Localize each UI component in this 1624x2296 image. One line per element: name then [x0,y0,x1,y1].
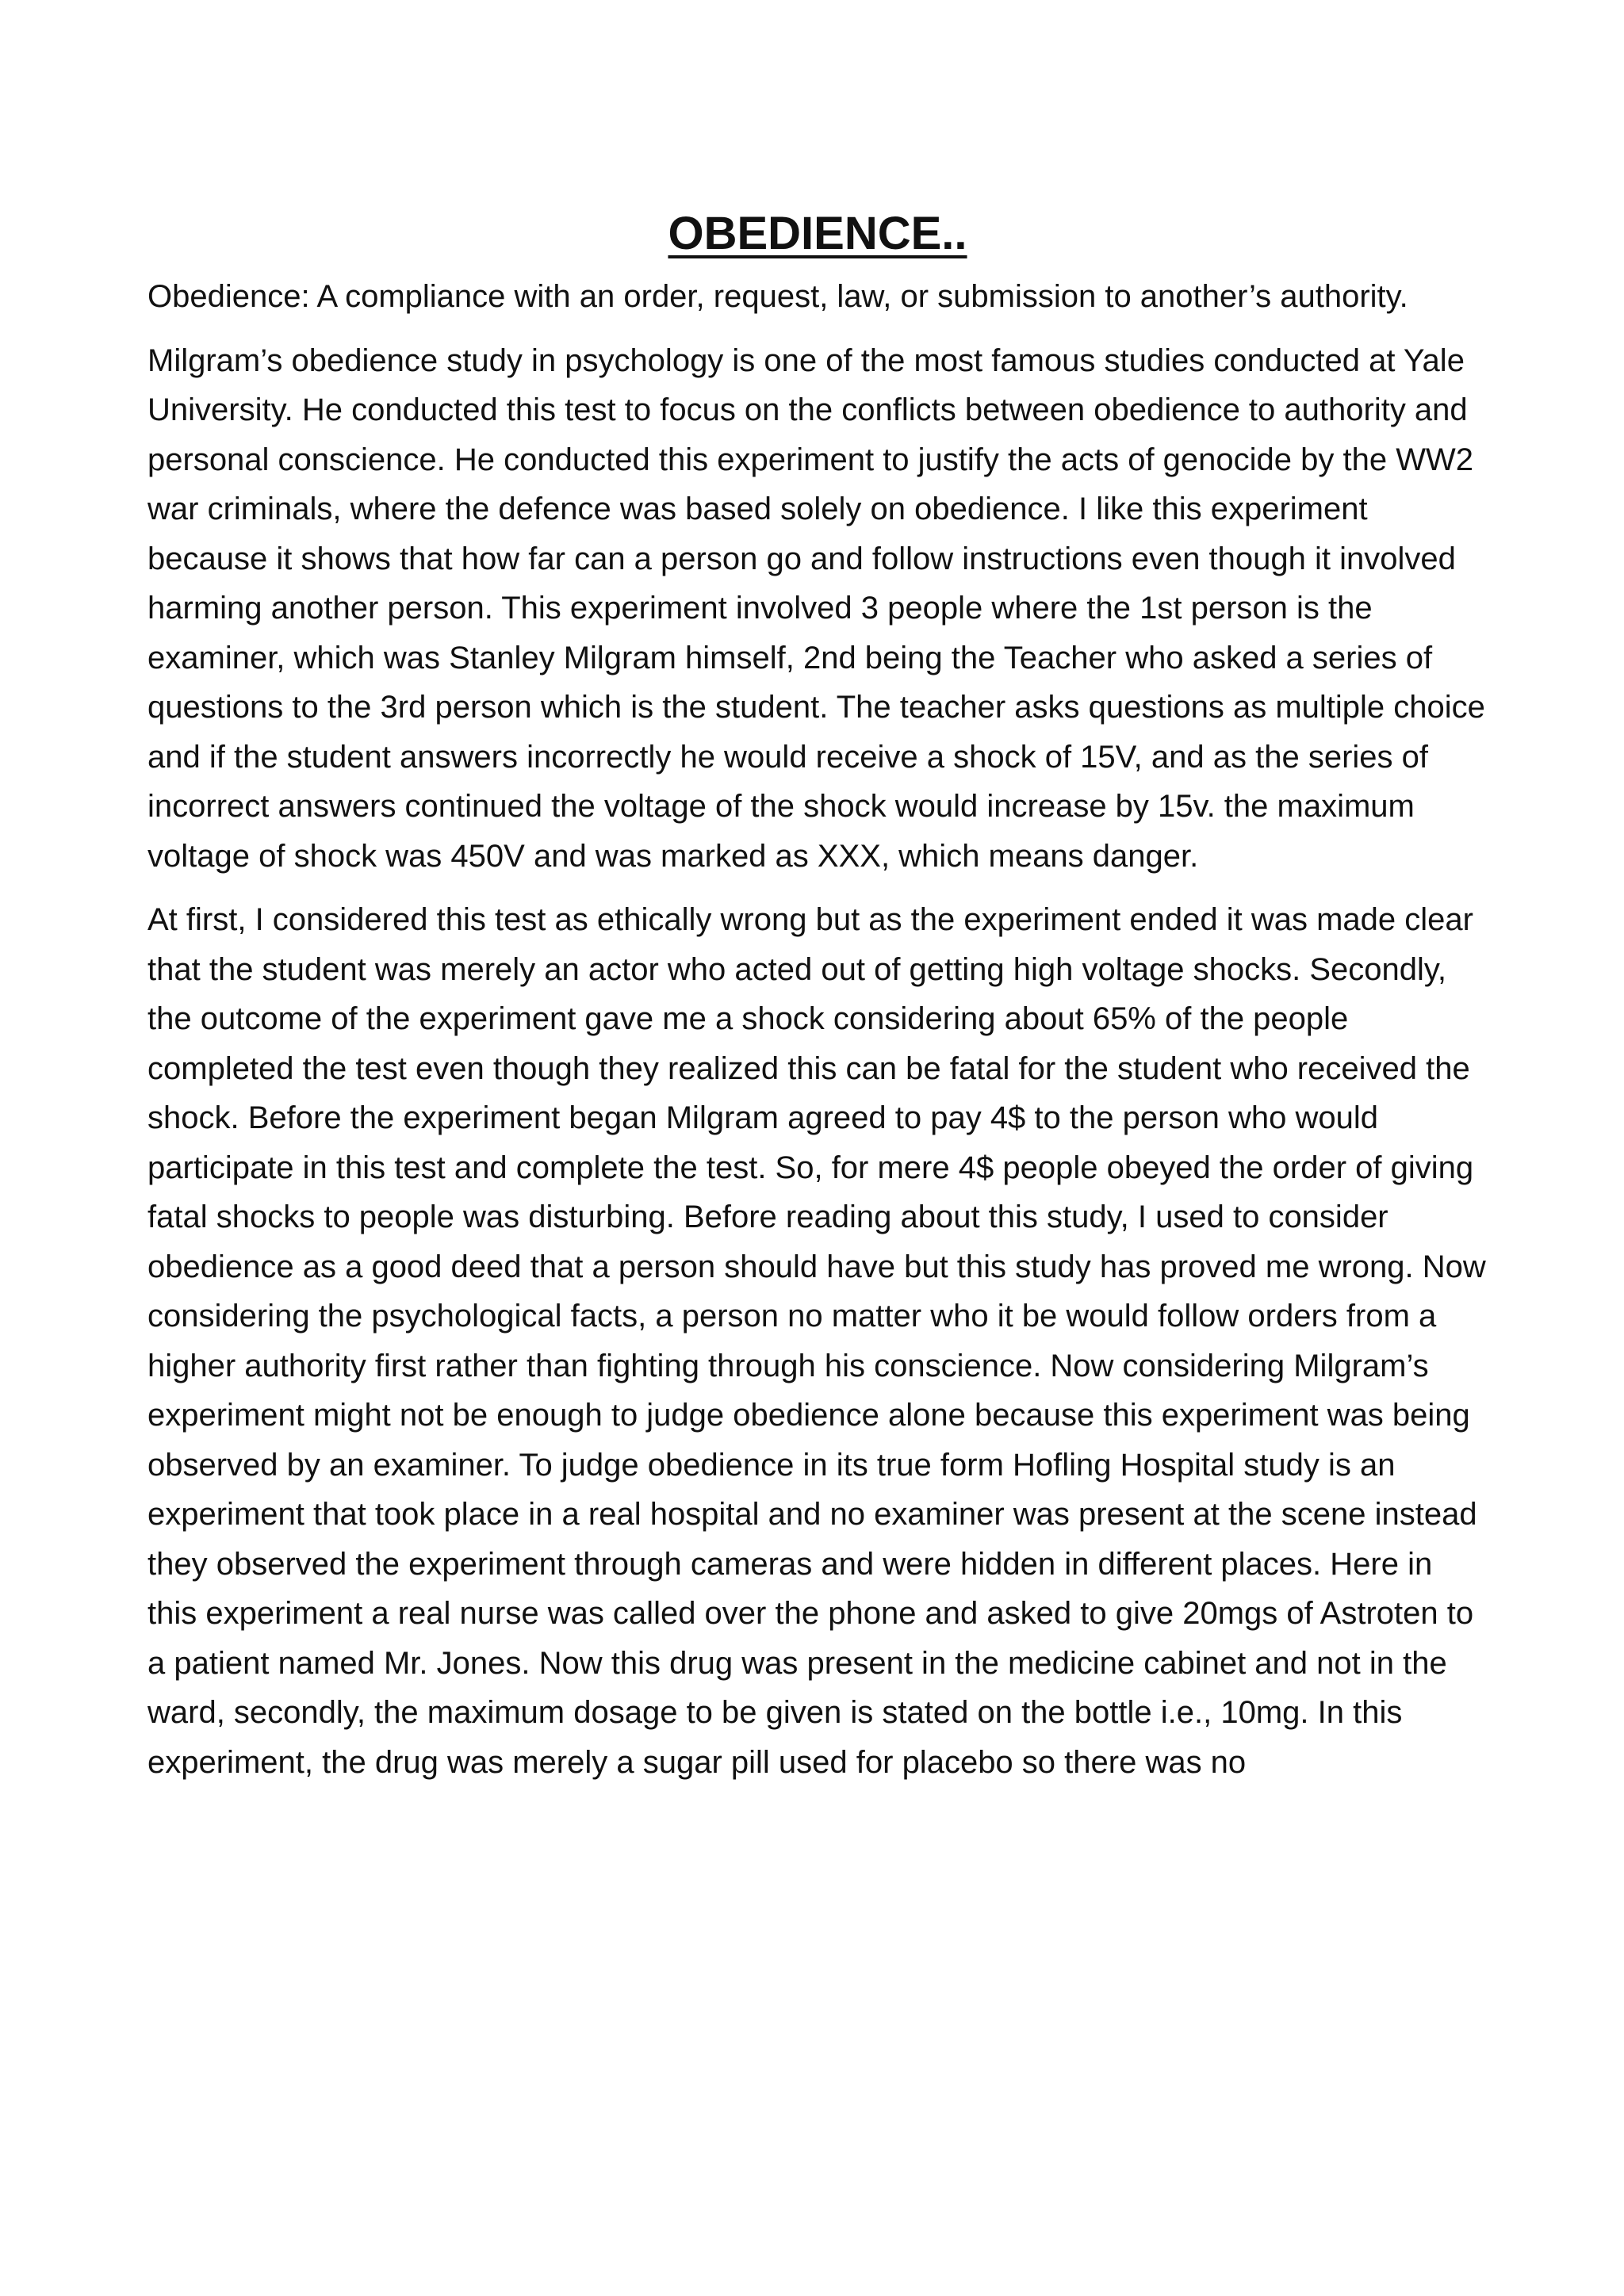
paragraph-definition: Obedience: A compliance with an order, request, law, or submission to another’s authority. [147,279,1408,314]
paragraph-milgram-study: Milgram’s obedience study in psychology is one of the most famous studies conducted at Yale University. He conducted this test to focus on the conflicts between obedience to authority and personal conscience. He conducted this experiment to justify the acts of genocide by the WW2 war criminals, where the defence was based solely on obedience. I like this experiment because it shows that how far can a person go and follow instructions even though it involved harming another person. This experiment involved 3 people where the 1st person is the examiner, which was Stanley Milgram himself, 2nd being the Teacher who asked a series of questions to the 3rd person which is the student. The teacher asks questions as multiple choice and if the student answers incorrectly he would receive a shock of 15V, and as the series of incorrect answers continued the voltage of the shock would increase by 15v. the maximum voltage of shock was 450V and was marked as XXX, which means danger. [147,342,1485,874]
document-body [147,202,1488,1801]
document-title: OBEDIENCE.. [668,208,967,259]
paragraph-reflection: At first, I considered this test as ethically wrong but as the experiment ended it was made clear that the student was merely an actor who acted out of getting high voltage shocks. Secondly, the outcome of the experiment gave me a shock considering about 65% of the people completed the test even though they realized this can be fatal for the student who received the shock. Before the experiment began Milgram agreed to pay 4$ to the person who would participate in this test and complete the test. So, for mere 4$ people obeyed the order of giving fatal shocks to people was disturbing. Before reading about this study, I used to consider obedience as a good deed that a person should have but this study has proved me wrong. Now considering the psychological facts, a person no matter who it be would follow orders from a higher authority first rather than fighting through his conscience. Now considering Milgram’s experiment might not be enough to judge obedience alone because this experiment was being observed by an examiner. To judge obedience in its true form Hofling Hospital study is an experiment that took place in a real hospital and no examiner was present at the scene instead they observed the experiment through cameras and were hidden in different places. Here in this experiment a real nurse was called over the phone and asked to give 20mgs of Astroten to a patient named Mr. Jones. Now this drug was present in the medicine cabinet and not in the ward, secondly, the maximum dosage to be given is stated on the bottle i.e., 10mg. In this experiment, the drug was merely a sugar pill used for placebo so there was no [147,902,1486,1780]
